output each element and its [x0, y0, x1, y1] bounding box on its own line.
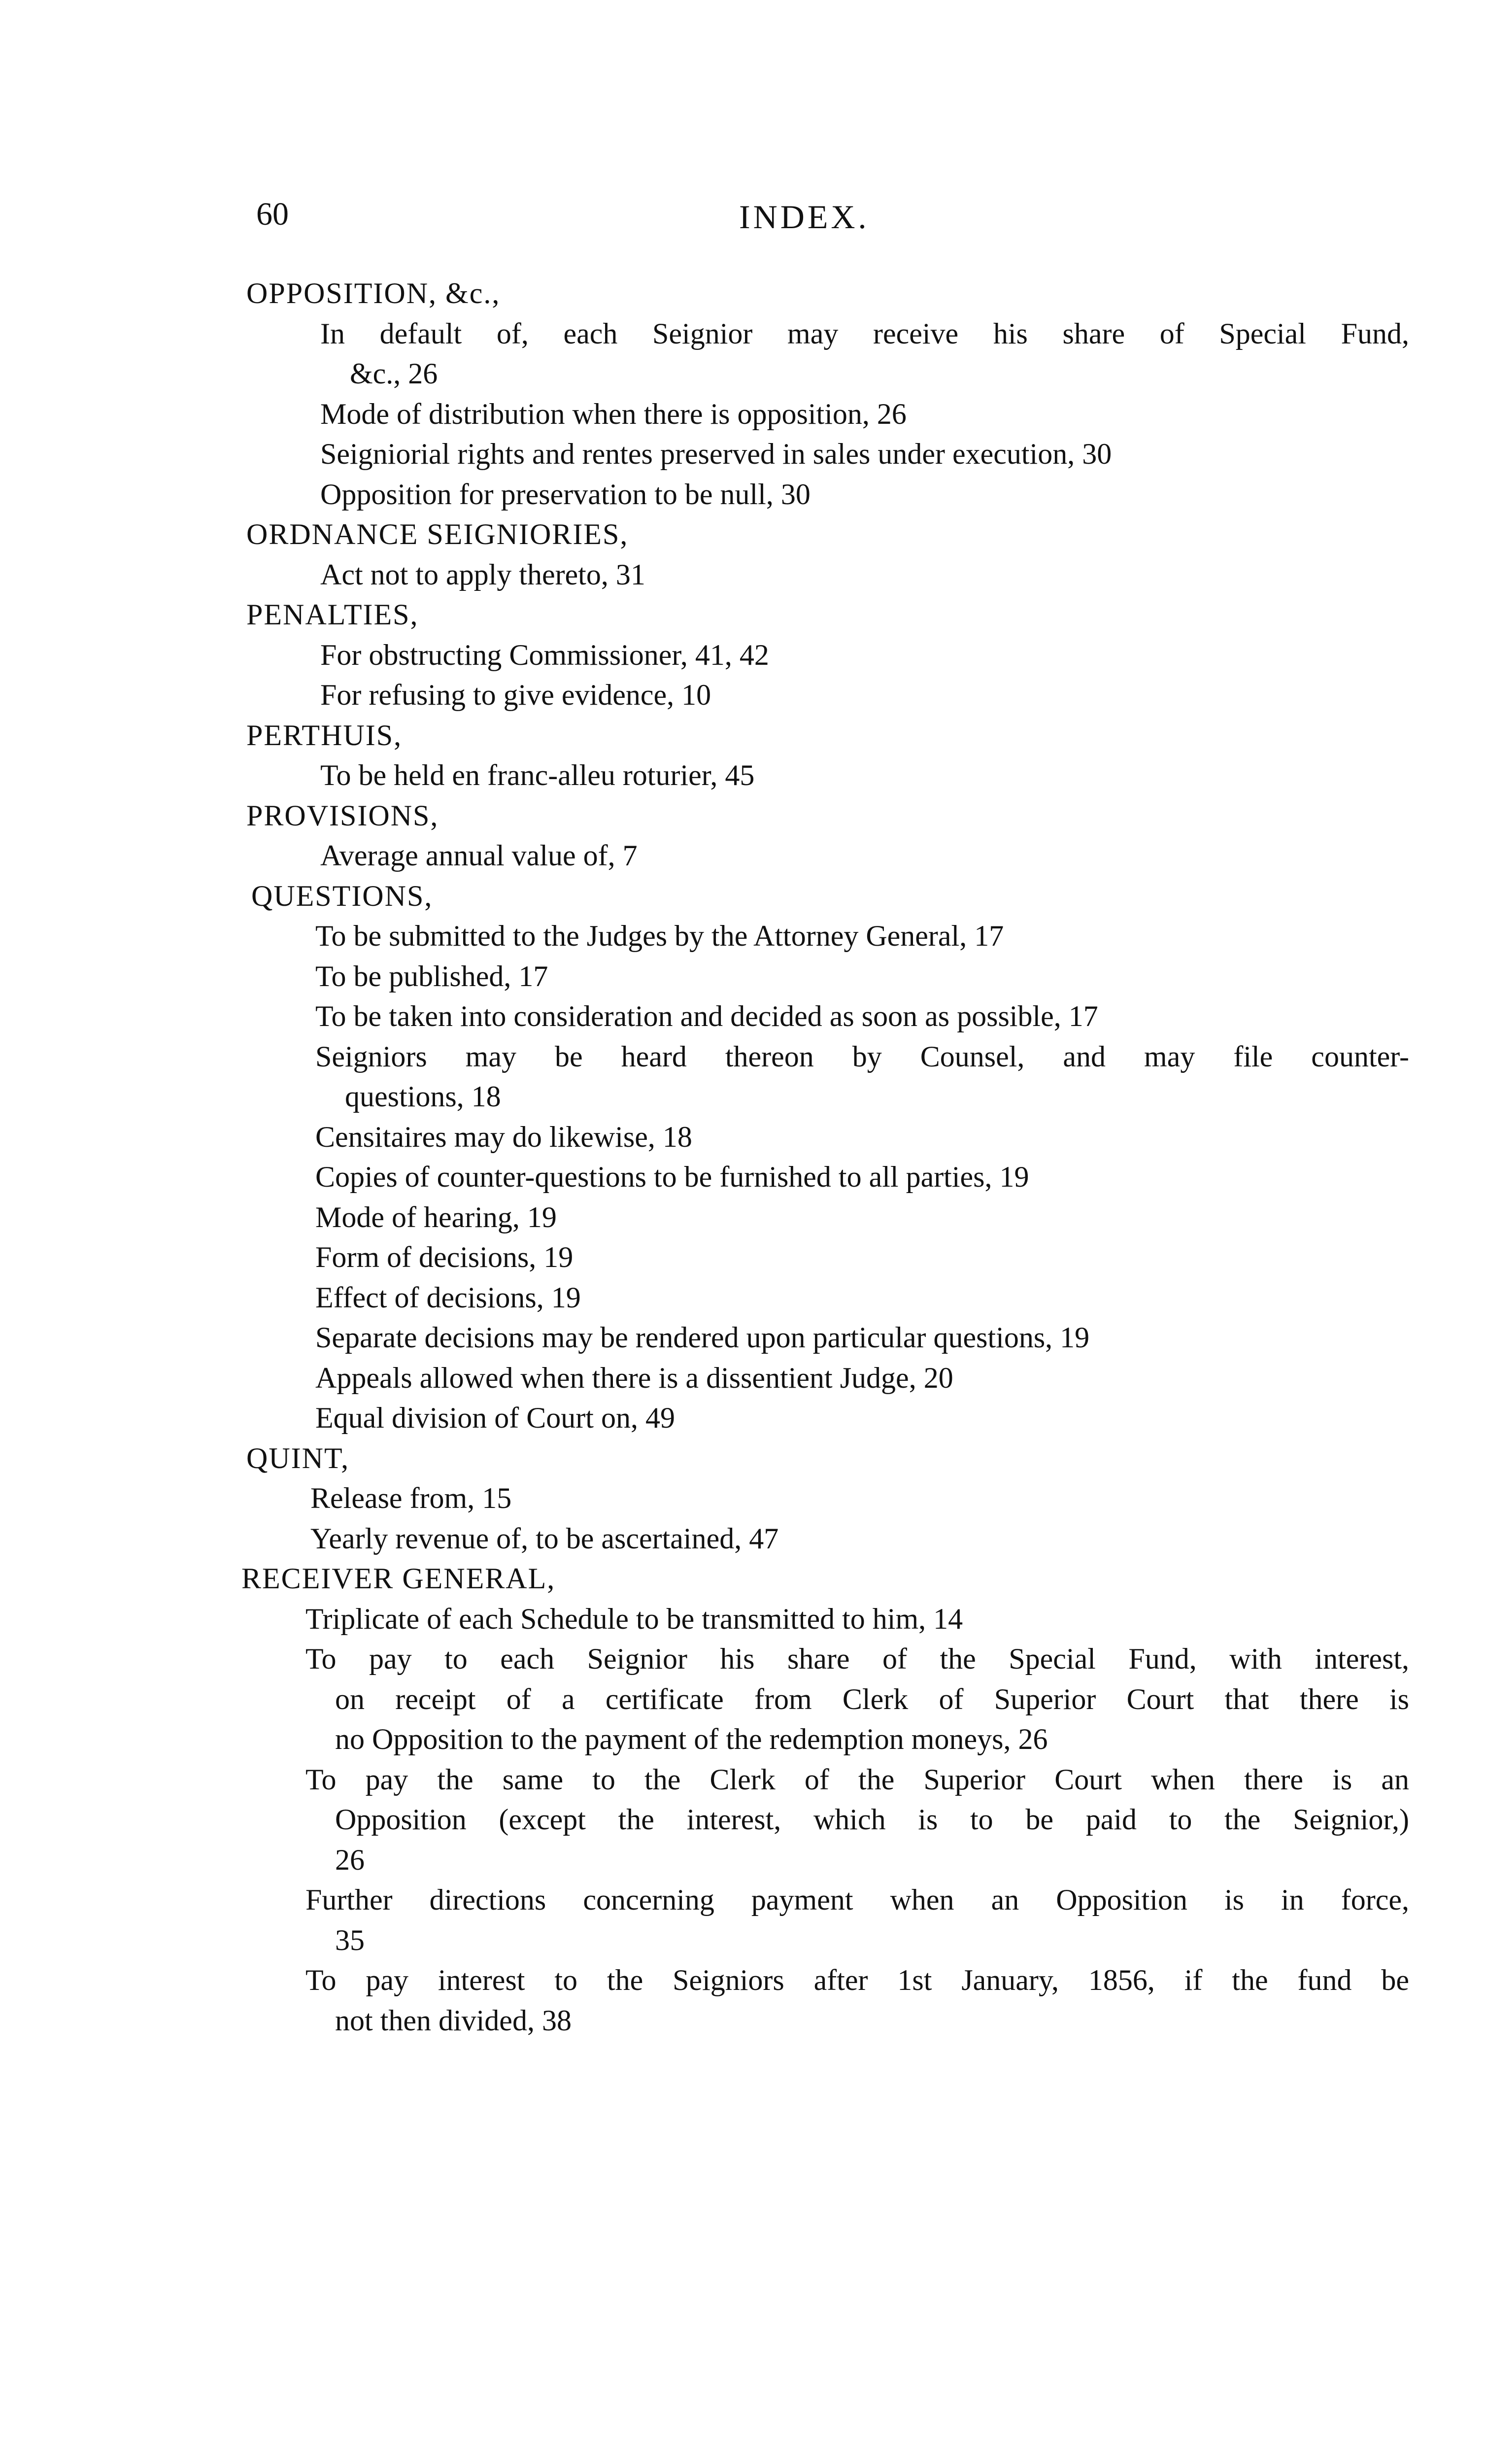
index-entry-continuation: 26 [335, 1843, 365, 1876]
index-entry [246, 996, 1409, 1037]
index-entry-text: Release from, 15 [310, 1482, 512, 1514]
index-entry [246, 1639, 1409, 1760]
index-section-provisions [246, 796, 1409, 876]
index-entry-line: To pay to each Seignior his share of the Special Fund, with interest, [305, 1643, 1409, 1675]
index-section-receiver-general [241, 1559, 1409, 2041]
index-entry-text: To be published, 17 [315, 959, 548, 992]
index-entry [246, 1237, 1409, 1278]
index-entry [246, 1318, 1409, 1358]
index-entry [246, 434, 1409, 475]
index-entry-text: Effect of decisions, 19 [315, 1281, 581, 1314]
index-entry-text: Appeals allowed when there is a dissentient Judge, 20 [315, 1361, 953, 1394]
index-entry [246, 475, 1409, 515]
index-entry-continuation: Opposition (except the interest, which is to be paid to the Seignior,) [335, 1803, 1409, 1836]
index-section-opposition [246, 274, 1409, 514]
index-entry-text: Act not to apply thereto, 31 [320, 558, 645, 591]
index-entry [246, 394, 1409, 435]
index-entry-text: Yearly revenue of, to be ascertained, 47 [310, 1522, 779, 1555]
index-heading: RECEIVER GENERAL, [241, 1562, 556, 1595]
index-entry-line: To pay the same to the Clerk of the Superior Court when there is an [305, 1763, 1409, 1796]
index-entry-text: Average annual value of, 7 [320, 839, 638, 872]
index-entry [246, 1278, 1409, 1318]
index-section-ordnance-seigniories [246, 514, 1409, 595]
index-entry-line: Seigniors may be heard thereon by Counsel, and may file counter- [315, 1040, 1409, 1073]
index-entry-continuation: no Opposition to the payment of the redemption moneys, 26 [335, 1723, 1048, 1755]
index-entry-text: Censitaires may do likewise, 18 [315, 1120, 692, 1153]
index-heading: QUINT, [246, 1441, 350, 1474]
index-entry-text: To be submitted to the Judges by the Attorney General, 17 [315, 920, 1004, 952]
index-entry [246, 1117, 1409, 1158]
page-number: 60 [256, 196, 289, 232]
index-entry [246, 314, 1409, 394]
index-entry-continuation: questions, 18 [345, 1080, 501, 1113]
index-heading: OPPOSITION, &c., [246, 277, 501, 309]
index-entry [246, 555, 1409, 595]
index-entry-text: For obstructing Commissioner, 41, 42 [320, 638, 769, 671]
index-entry-text: Opposition for preservation to be null, 30 [320, 478, 811, 511]
index-section-quint [246, 1438, 1409, 1559]
index-heading: QUESTIONS, [251, 879, 433, 912]
index-entry [246, 957, 1409, 997]
index-entry [246, 1198, 1409, 1238]
index-entry-text: Copies of counter-questions to be furnished to all parties, 19 [315, 1161, 1029, 1193]
index-entry [246, 635, 1409, 676]
index-entry [246, 1960, 1409, 2041]
index-entry-continuation: on receipt of a certificate from Clerk of Superior Court that there is [335, 1682, 1409, 1715]
index-section-penalties [246, 595, 1409, 716]
index-heading: PENALTIES, [246, 598, 419, 631]
index-entry-text: Equal division of Court on, 49 [315, 1402, 675, 1434]
index-entry-text: Mode of distribution when there is opposition, 26 [320, 397, 907, 430]
index-entry-line: In default of, each Seignior may receive his share of Special Fund, [320, 317, 1409, 350]
index-entry [246, 1478, 1409, 1519]
index-entry-continuation: 35 [335, 1923, 365, 1956]
index-body [241, 274, 1409, 2041]
index-entry-text: Mode of hearing, 19 [315, 1200, 557, 1233]
index-entry-text: To be taken into consideration and decided as soon as possible, 17 [315, 1000, 1098, 1032]
index-entry-text: Separate decisions may be rendered upon particular questions, 19 [315, 1321, 1090, 1354]
index-entry [246, 1157, 1409, 1198]
index-entry-continuation: not then divided, 38 [335, 2004, 572, 2037]
index-entry [246, 1760, 1409, 1881]
index-entry-text: To be held en franc-alleu roturier, 45 [320, 759, 755, 791]
index-section-questions [246, 876, 1409, 1438]
index-entry [246, 1599, 1409, 1640]
index-heading: PERTHUIS, [246, 719, 403, 752]
index-entry-text: Form of decisions, 19 [315, 1241, 574, 1273]
index-entry [246, 1037, 1409, 1117]
index-entry [246, 916, 1409, 957]
index-heading: PROVISIONS, [246, 799, 439, 832]
index-section-perthuis [246, 716, 1409, 796]
index-entry [246, 1519, 1409, 1559]
index-heading: ORDNANCE SEIGNIORIES, [246, 518, 629, 550]
index-entry [246, 675, 1409, 716]
index-entry [246, 755, 1409, 796]
index-entry [246, 836, 1409, 876]
index-entry-continuation: &c., 26 [350, 357, 438, 390]
index-entry-text: Seigniorial rights and rentes preserved in sales under execution, 30 [320, 438, 1112, 470]
index-entry [246, 1880, 1409, 1960]
index-entry-line: Further directions concerning payment when an Opposition is in force, [305, 1883, 1409, 1916]
running-head: INDEX. [739, 198, 870, 236]
index-entry [246, 1358, 1409, 1399]
index-entry-text: Triplicate of each Schedule to be transmitted to him, 14 [305, 1602, 963, 1635]
index-entry [246, 1398, 1409, 1438]
index-entry-text: For refusing to give evidence, 10 [320, 679, 711, 711]
index-entry-line: To pay interest to the Seigniors after 1st January, 1856, if the fund be [305, 1964, 1409, 1996]
